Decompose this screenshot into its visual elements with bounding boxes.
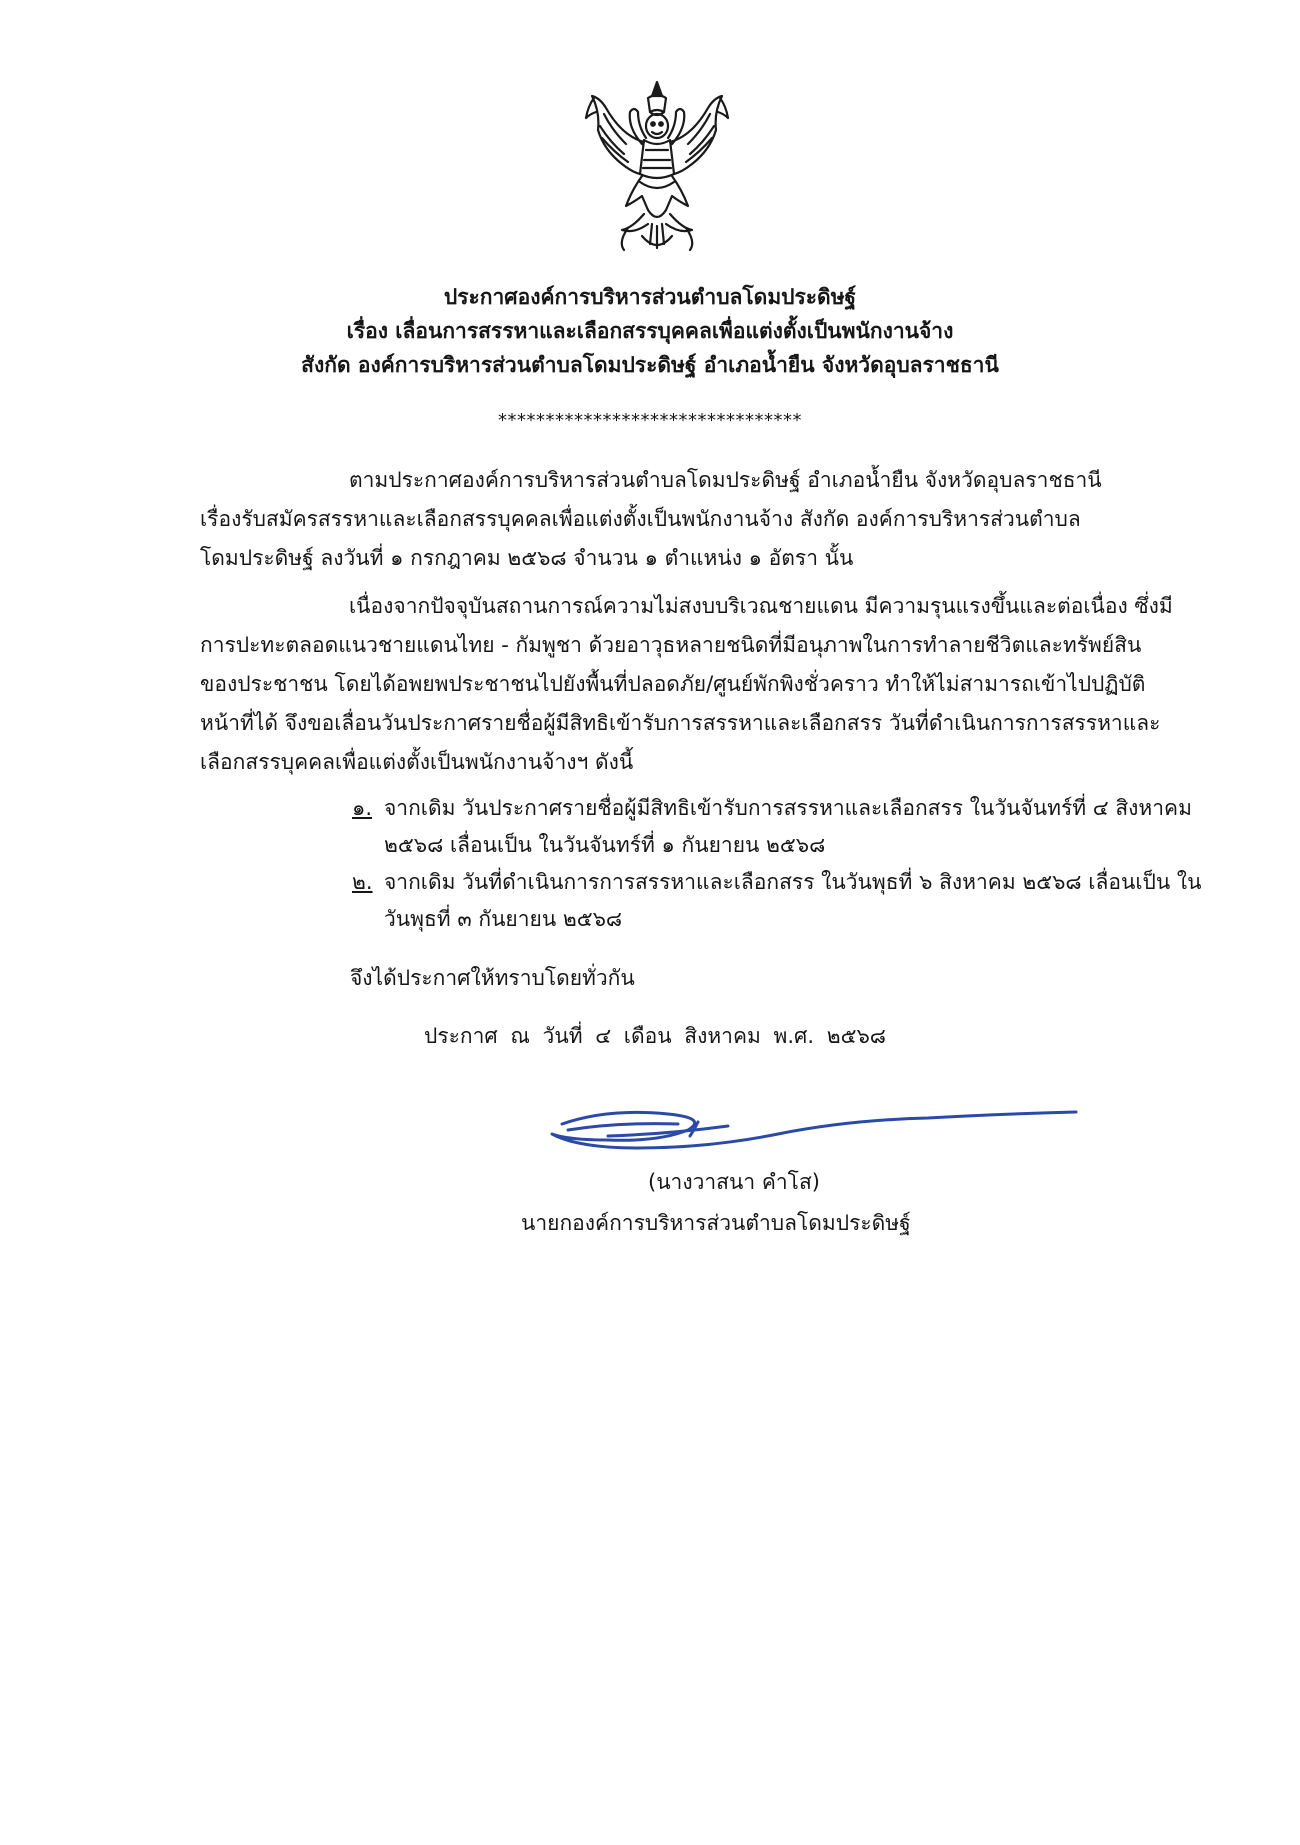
- paragraph-line: โดมประดิษฐ์ ลงวันที่ ๑ กรกฎาคม ๒๕๖๘ จำนวน ๑ ตำแหน่ง ๑ อัตรา นั้น: [200, 546, 854, 570]
- paragraph-line: เนื่องจากปัจจุบันสถานการณ์ความไม่สงบบริเวณชายแดน มีความรุนแรงขึ้นและต่อเนื่อง ซึ่งมี: [349, 594, 1173, 618]
- paragraph-line: ของประชาชน โดยได้อพยพประชาชนไปยังพื้นที่ปลอดภัย/ศูนย์พักพิงชั่วคราว ทำให้ไม่สามารถเข้าไปปฏิบัติ: [200, 672, 1146, 696]
- header-affiliation: สังกัด องค์การบริหารส่วนตำบลโดมประดิษฐ์ อำเภอน้ำยืน จังหวัดอุบลราชธานี: [301, 353, 999, 377]
- signer-title: นายกองค์การบริหารส่วนตำบลโดมประดิษฐ์: [521, 1211, 911, 1235]
- list-item-line: วันพุธที่ ๓ กันยายน ๒๕๖๘: [384, 907, 623, 931]
- paragraph-line: การปะทะตลอดแนวชายแดนไทย - กัมพูชา ด้วยอาวุธหลายชนิดที่มีอนุภาพในการทำลายชีวิตและทรัพย์สิน: [200, 633, 1142, 657]
- header-title: ประกาศองค์การบริหารส่วนตำบลโดมประดิษฐ์: [443, 285, 857, 309]
- paragraph-line: เลือกสรรบุคคลเพื่อแต่งตั้งเป็นพนักงานจ้างฯ ดังนี้: [200, 750, 634, 774]
- garuda-emblem-icon: [582, 78, 732, 256]
- paragraph-reason: [200, 587, 1173, 782]
- header-separator: ********************************: [498, 410, 802, 431]
- closing-statement: จึงได้ประกาศให้ทราบโดยทั่วกัน: [350, 966, 635, 990]
- signer-name: (นางวาสนา คำโส): [648, 1170, 820, 1194]
- announcement-date: ประกาศ ณ วันที่ ๔ เดือน สิงหาคม พ.ศ. ๒๕๖๘: [424, 1024, 886, 1048]
- paragraph-line: หน้าที่ได้ จึงขอเลื่อนวันประกาศรายชื่อผู้มีสิทธิเข้ารับการสรรหาและเลือกสรร วันที่ดำเนินการการสรรหาและ: [200, 711, 1161, 735]
- list-item-line: จากเดิม วันที่ดำเนินการการสรรหาและเลือกสรร ในวันพุธที่ ๖ สิงหาคม ๒๕๖๘ เลื่อนเป็น ใน: [384, 870, 1202, 894]
- paragraph-reference: [200, 461, 1145, 578]
- list-item-number: ๒.: [352, 870, 373, 894]
- handwritten-signature: [548, 1100, 1088, 1162]
- paragraph-line: ตามประกาศองค์การบริหารส่วนตำบลโดมประดิษฐ์ อำเภอน้ำยืน จังหวัดอุบลราชธานี: [349, 468, 1102, 492]
- paragraph-line: เรื่องรับสมัครสรรหาและเลือกสรรบุคคลเพื่อแต่งตั้งเป็นพนักงานจ้าง สังกัด องค์การบริหารส่วนตำบล: [200, 507, 1081, 531]
- list-item-line: ๒๕๖๘ เลื่อนเป็น ในวันจันทร์ที่ ๑ กันยายน ๒๕๖๘: [384, 833, 826, 857]
- header-subject: เรื่อง เลื่อนการสรรหาและเลือกสรรบุคคลเพื่อแต่งตั้งเป็นพนักงานจ้าง: [346, 319, 954, 343]
- list-item-number: ๑.: [352, 796, 373, 820]
- document-header: [200, 280, 1100, 382]
- list-item-line: จากเดิม วันประกาศรายชื่อผู้มีสิทธิเข้ารับการสรรหาและเลือกสรร ในวันจันทร์ที่ ๔ สิงหาคม: [384, 796, 1192, 820]
